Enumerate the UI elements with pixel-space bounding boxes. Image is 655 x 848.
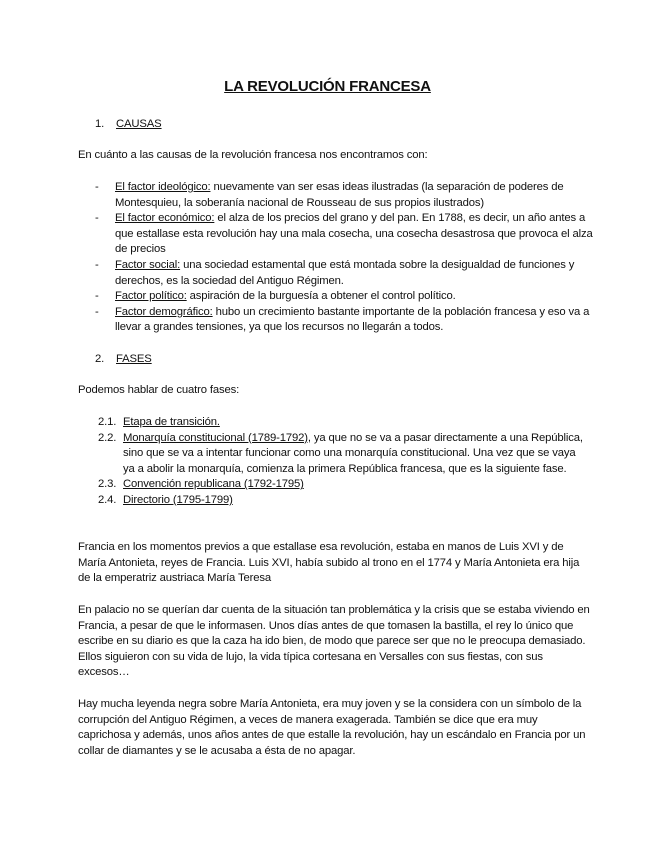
dash-bullet: - [95, 290, 99, 303]
factor-label: El factor ideológico: [115, 181, 211, 193]
factor-text: nuevamente van ser esas ideas ilustradas (la separación de poderes de Montesquieu, la soberanía nacional de Rousseau de sus propios ilustrados) [115, 181, 564, 209]
factor-text: una sociedad estamental que está montada sobre la desigualdad de funciones y derechos, es la sociedad del Antiguo Régimen. [115, 258, 575, 287]
list-item [98, 477, 588, 493]
dash-bullet: - [95, 258, 99, 271]
list-item [95, 289, 595, 305]
list-item [95, 258, 595, 289]
phase-number: 2.1. [98, 416, 117, 428]
section-heading-fases [95, 352, 152, 368]
dash-bullet: - [95, 181, 99, 193]
section-title: FASES [116, 353, 152, 365]
phase-label: Monarquía constitucional (1789-1792), [123, 431, 311, 444]
fases-list [98, 415, 588, 509]
paragraph-maria-antonieta: Hay mucha leyenda negra sobre María Antonieta, era muy joven y se la considera con un símbolo de la corrupción del Antiguo Régimen, a veces de manera exagerada. También se dice que era muy caprichosa y además, unos años antes de que estalle la revolución, hay un escándalo en Francia por un collar de diamantes y se le acusaba a ésta de no apagar. [78, 698, 586, 757]
factor-label: Factor social: [115, 258, 181, 271]
phase-text: ya que no se va a pasar directamente a una República, sino que se va a intentar funcionar como una monarquía constitucional. Una vez que se vaya ya a abolir la monarquía, comienza la primera República francesa, que es la siguiente fase. [123, 431, 583, 475]
section-number: 2. [95, 353, 105, 365]
causas-list [95, 180, 595, 336]
factor-label: Factor político: [115, 290, 187, 303]
phase-number: 2.3. [98, 478, 117, 491]
factor-text: el alza de los precios del grano y del pan. En 1788, es decir, un año antes a que estallase esta revolución hay una mala cosecha, una cosecha desastrosa que provoca el alza de precios [115, 212, 593, 256]
list-item [98, 415, 588, 431]
paragraph-luis-xvi: Francia en los momentos previos a que estallase esa revolución, estaba en manos de Luis XVI y de María Antonieta, reyes de Francia. Luis XVI, había subido al trono en el 1774 y María Antonieta era hija de la emperatriz austriaca María Teresa [78, 541, 580, 585]
section-title: CAUSAS [116, 118, 162, 130]
list-item [95, 180, 595, 211]
section-heading-causas [95, 117, 162, 133]
factor-text: aspiración de la burguesía a obtener el control político. [186, 290, 456, 303]
factor-label: El factor económico: [115, 212, 215, 225]
fases-intro: Podemos hablar de cuatro fases: [78, 384, 240, 396]
dash-bullet: - [95, 305, 99, 318]
list-item [98, 431, 588, 478]
section-number: 1. [95, 118, 105, 130]
phase-number: 2.4. [98, 493, 117, 506]
factor-label: Factor demográfico: [115, 305, 213, 318]
phase-label: Directorio (1795-1799) [123, 493, 233, 506]
factor-text: hubo un crecimiento bastante importante de la población francesa y eso va a llevar a grandes tensiones, ya que los recursos no llegarán a todos. [115, 305, 590, 334]
list-item [98, 493, 588, 509]
list-item [95, 305, 595, 336]
paragraph-palacio: En palacio no se querían dar cuenta de la situación tan problemática y la crisis que se estaba viviendo en Francia, a pesar de que le informasen. Unos días antes de que tomasen la bastilla, el rey lo único que escribe en su diario es que la caza ha ido bien, de modo que parece ser que no le preocupa demasiado. Ellos siguieron con su vida de lujo, la vida típica cortesana en Versalles con sus fiestas, con sus excesos… [78, 604, 590, 679]
causas-intro: En cuánto a las causas de la revolución francesa nos encontramos con: [78, 149, 428, 161]
document-title: LA REVOLUCIÓN FRANCESA [224, 78, 431, 95]
phase-number: 2.2. [98, 431, 117, 444]
list-item [95, 211, 595, 258]
phase-label: Convención republicana (1792-1795) [123, 478, 304, 491]
phase-label: Etapa de transición. [123, 416, 220, 428]
dash-bullet: - [95, 212, 99, 225]
